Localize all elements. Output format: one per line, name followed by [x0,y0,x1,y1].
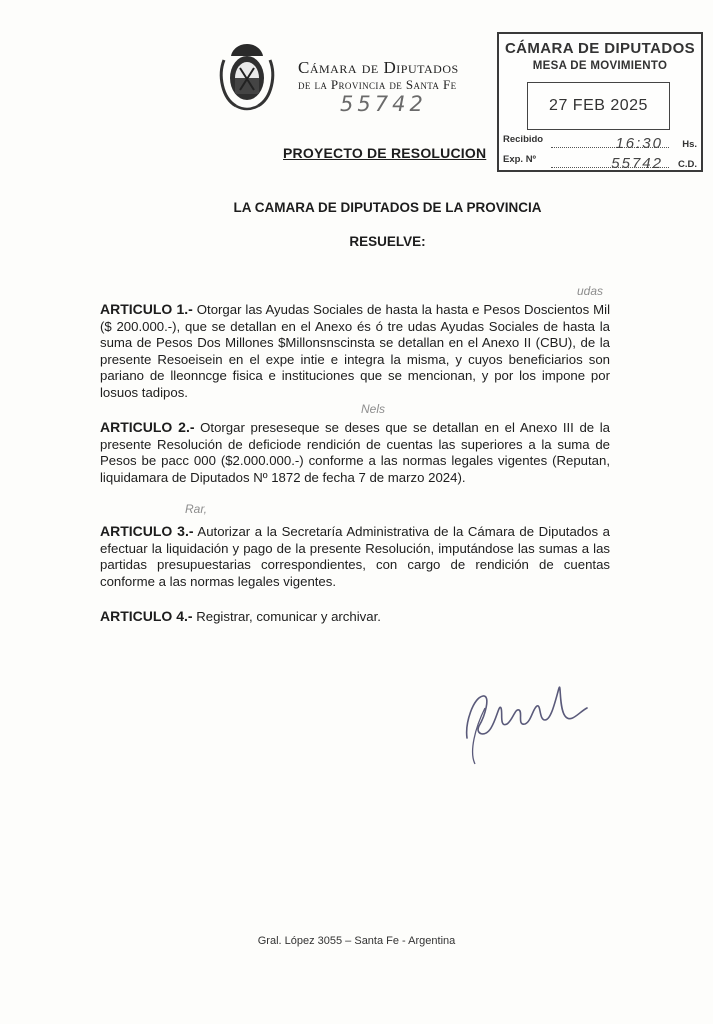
letterhead-line1: Cámara de Diputados [298,58,459,77]
ghost-text: udas [577,284,604,298]
chamber-heading: LA CAMARA DE DIPUTADOS DE LA PROVINCIA [233,200,542,215]
stamp-subtitle: MESA DE MOVIMIENTO [532,60,668,72]
article-label: ARTICULO 2 [100,419,186,435]
article-label: ARTICULO 1 [100,301,185,317]
article-1 [100,301,610,402]
footer-address: Gral. López 3055 – Santa Fe - Argentina [257,935,456,947]
article-text: Registrar, comunicar y archivar. [196,609,381,624]
article-label: ARTICULO 4 [100,608,184,624]
ghost-text: Nels [361,402,386,416]
article-text: Otorgar las Ayudas Sociales de hasta la hasta e Pesos Doscientos Mil ($ 200.000.-), que se detallan en el Anexo és ó tre udas Ayudas Sociales de hasta la suma de Pesos Dos Millones $Millonsnscinsta se detallan en el Anexo II (CBU), de la presente Resoeisein en el expe intie e integra la misma, y cuyos beneficiarios son pariano de lleonncge fisica e instituciones que se mencionan, y por los impone por losuos tadipos. [100,302,610,400]
stamp-date: 27 FEB 2025 [549,97,648,114]
signature-icon [455,668,605,768]
article-4 [100,608,610,626]
letterhead [298,58,459,93]
article-sep: .- [184,608,193,624]
letterhead-line2: de la Provincia de Santa Fe [298,77,457,92]
handwritten-number: 55742 [340,92,427,116]
coat-of-arms-icon [216,40,278,112]
article-sep: .- [185,419,195,435]
article-text: Autorizar a la Secretaría Administrativa de la Cámara de Diputados a efectuar la liquidación y pago de la presente Resolución, imputándose las sumas a las partidas presupuestarias correspondientes, con cargo de rendición de cuentas conforme a las normas legales vigentes. [100,524,611,589]
stamp-exp-row [503,154,697,170]
article-text: Otorgar preseseque se deses que se detallan en el Anexo III de la presente Resolución de deficiode rendición de cuentas las superiores a la suma de Pesos be pacc 000 ($2.000.000.-) conforme a las normas legales vigentes (Reputan, liquidamara de Diputados Nº 1872 de fecha 7 de marzo 2024). [100,420,611,485]
stamp-received-time: 16:30 [615,135,663,152]
stamp-received-label: Recibido [503,134,544,145]
article-3 [100,523,610,590]
stamp-exp-number: 55742 [611,155,663,172]
article-sep: .- [184,301,193,317]
ghost-text: Rar, [185,502,208,516]
resuelve-heading: RESUELVE: [349,234,426,249]
article-2 [100,419,610,486]
stamp-exp-unit: C.D. [678,159,697,170]
reception-stamp [497,32,703,172]
stamp-title: CÁMARA DE DIPUTADOS [504,40,696,57]
article-sep: .- [184,523,194,539]
stamp-exp-label: Exp. Nº [503,154,537,165]
stamp-received-row [503,134,697,150]
article-label: ARTICULO 3 [100,523,185,539]
stamp-received-unit: Hs. [682,139,697,150]
stamp-date-box [527,82,670,130]
document-type-title: PROYECTO DE RESOLUCION [283,145,487,161]
